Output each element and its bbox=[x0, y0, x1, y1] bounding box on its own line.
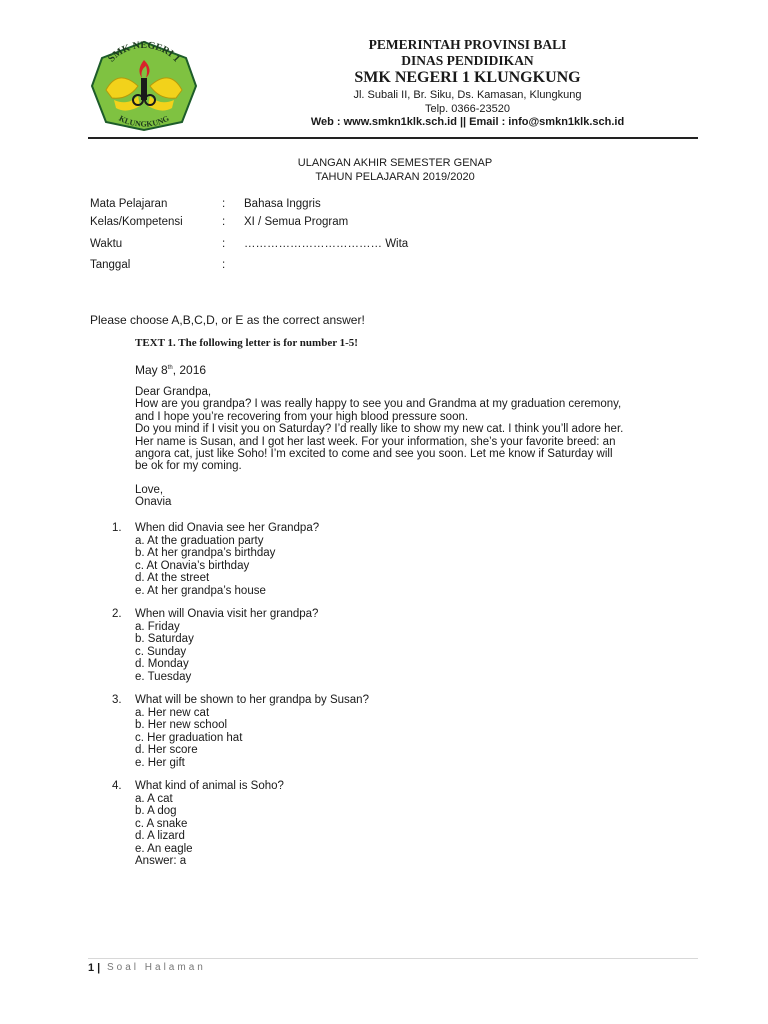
option-item: b. Saturday bbox=[135, 633, 194, 646]
info-colon: : bbox=[222, 238, 226, 250]
letter-line: Do you mind if I visit you on Saturday? I’d really like to show my new cat. I think you’ll adore her. bbox=[135, 423, 624, 436]
exam-year: TAHUN PELAJARAN 2019/2020 bbox=[315, 171, 475, 183]
question-text: When did Onavia see her Grandpa? bbox=[135, 522, 320, 534]
header-phone: Telp. 0366-23520 bbox=[424, 103, 510, 115]
letter-greeting: Dear Grandpa, bbox=[135, 386, 212, 398]
info-value-class: XI / Semua Program bbox=[244, 216, 349, 228]
header-school-name: SMK NEGERI 1 KLUNGKUNG bbox=[354, 69, 581, 86]
info-colon: : bbox=[222, 198, 226, 210]
header-line-dept: DINAS PENDIDIKAN bbox=[401, 53, 534, 68]
footer-divider bbox=[88, 958, 698, 959]
question-number: 3. bbox=[112, 694, 122, 706]
option-item: a. A cat bbox=[135, 793, 173, 805]
letter-closing bbox=[135, 484, 171, 509]
question-number: 4. bbox=[112, 780, 122, 792]
header-divider bbox=[88, 137, 698, 139]
header-address: Jl. Subali II, Br. Siku, Ds. Kamasan, Klungkung bbox=[353, 89, 582, 101]
option-item: a. At the graduation party bbox=[135, 535, 264, 547]
option-item: c. Her graduation hat bbox=[135, 731, 243, 744]
question-number: 2. bbox=[112, 608, 122, 620]
option-item: e. At her grandpa’s house bbox=[135, 584, 266, 597]
letter-closing-text: Love, bbox=[135, 484, 164, 496]
info-label-date: Tanggal bbox=[90, 259, 131, 271]
logo-bottom-text: KLUNGKUNG bbox=[117, 113, 171, 129]
info-label-subject: Mata Pelajaran bbox=[90, 198, 168, 210]
option-item: d. Her score bbox=[135, 744, 198, 757]
question-options bbox=[135, 535, 275, 597]
question-options bbox=[135, 707, 242, 769]
answer-key: Answer: a bbox=[135, 855, 187, 868]
exam-title: ULANGAN AKHIR SEMESTER GENAP bbox=[297, 157, 493, 169]
letter-line: angora cat, just like Soho! I’m excited to come and see you soon. Let me know if Saturday will bbox=[135, 448, 613, 461]
letter-body bbox=[135, 386, 705, 473]
option-item: e. Tuesday bbox=[135, 670, 192, 683]
option-item: c. At Onavia’s birthday bbox=[135, 559, 250, 572]
question-text: What will be shown to her grandpa by Susan? bbox=[135, 694, 369, 706]
question-text: When will Onavia visit her grandpa? bbox=[135, 608, 319, 620]
question-options bbox=[135, 793, 193, 867]
info-label-class: Kelas/Kompetensi bbox=[90, 216, 183, 228]
header-line-province: PEMERINTAH PROVINSI BALI bbox=[368, 37, 567, 52]
option-item: d. At the street bbox=[135, 572, 210, 585]
option-item: b. Her new school bbox=[135, 719, 228, 732]
question-options bbox=[135, 621, 194, 683]
footer-page-number: 1 | bbox=[88, 962, 101, 974]
footer-page-label: Soal Halaman bbox=[107, 962, 206, 973]
option-item: a. Her new cat bbox=[135, 707, 210, 719]
school-logo-icon bbox=[88, 40, 200, 132]
info-colon: : bbox=[222, 259, 226, 271]
text1-heading: TEXT 1. The following letter is for number 1-5! bbox=[135, 337, 358, 349]
question-text: What kind of animal is Soho? bbox=[135, 780, 284, 792]
info-colon: : bbox=[222, 216, 226, 228]
option-item: e. An eagle bbox=[135, 842, 193, 855]
info-value-time: ……………………………… Wita bbox=[244, 238, 409, 250]
letter-line: How are you grandpa? I was really happy to see you and Grandma at my graduation ceremony, bbox=[135, 398, 622, 411]
option-item: e. Her gift bbox=[135, 756, 185, 769]
option-item: a. Friday bbox=[135, 621, 180, 633]
letter-date: May 8th, 2016 bbox=[135, 363, 207, 377]
option-item: c. Sunday bbox=[135, 645, 187, 658]
letter-line: Her name is Susan, and I got her last week. For your information, she’s your favorite breed: an bbox=[135, 435, 616, 448]
instruction-text: Please choose A,B,C,D, or E as the correct answer! bbox=[90, 313, 365, 327]
letter-signature: Onavia bbox=[135, 496, 172, 509]
letter-line: and I hope you’re recovering from your high blood pressure soon. bbox=[135, 410, 469, 423]
option-item: c. A snake bbox=[135, 817, 188, 830]
letter-line: be ok for my coming. bbox=[135, 460, 242, 473]
logo-top-text: SMK NEGERI 1 bbox=[106, 40, 182, 65]
info-label-time: Waktu bbox=[90, 238, 123, 250]
option-item: d. Monday bbox=[135, 658, 189, 671]
option-item: b. At her grandpa’s birthday bbox=[135, 547, 276, 560]
option-item: b. A dog bbox=[135, 805, 177, 818]
option-item: d. A lizard bbox=[135, 830, 185, 843]
info-value-subject: Bahasa Inggris bbox=[244, 198, 321, 210]
question-number: 1. bbox=[112, 522, 122, 534]
header-web-email: Web : www.smkn1klk.sch.id || Email : info@smkn1klk.sch.id bbox=[310, 116, 625, 128]
